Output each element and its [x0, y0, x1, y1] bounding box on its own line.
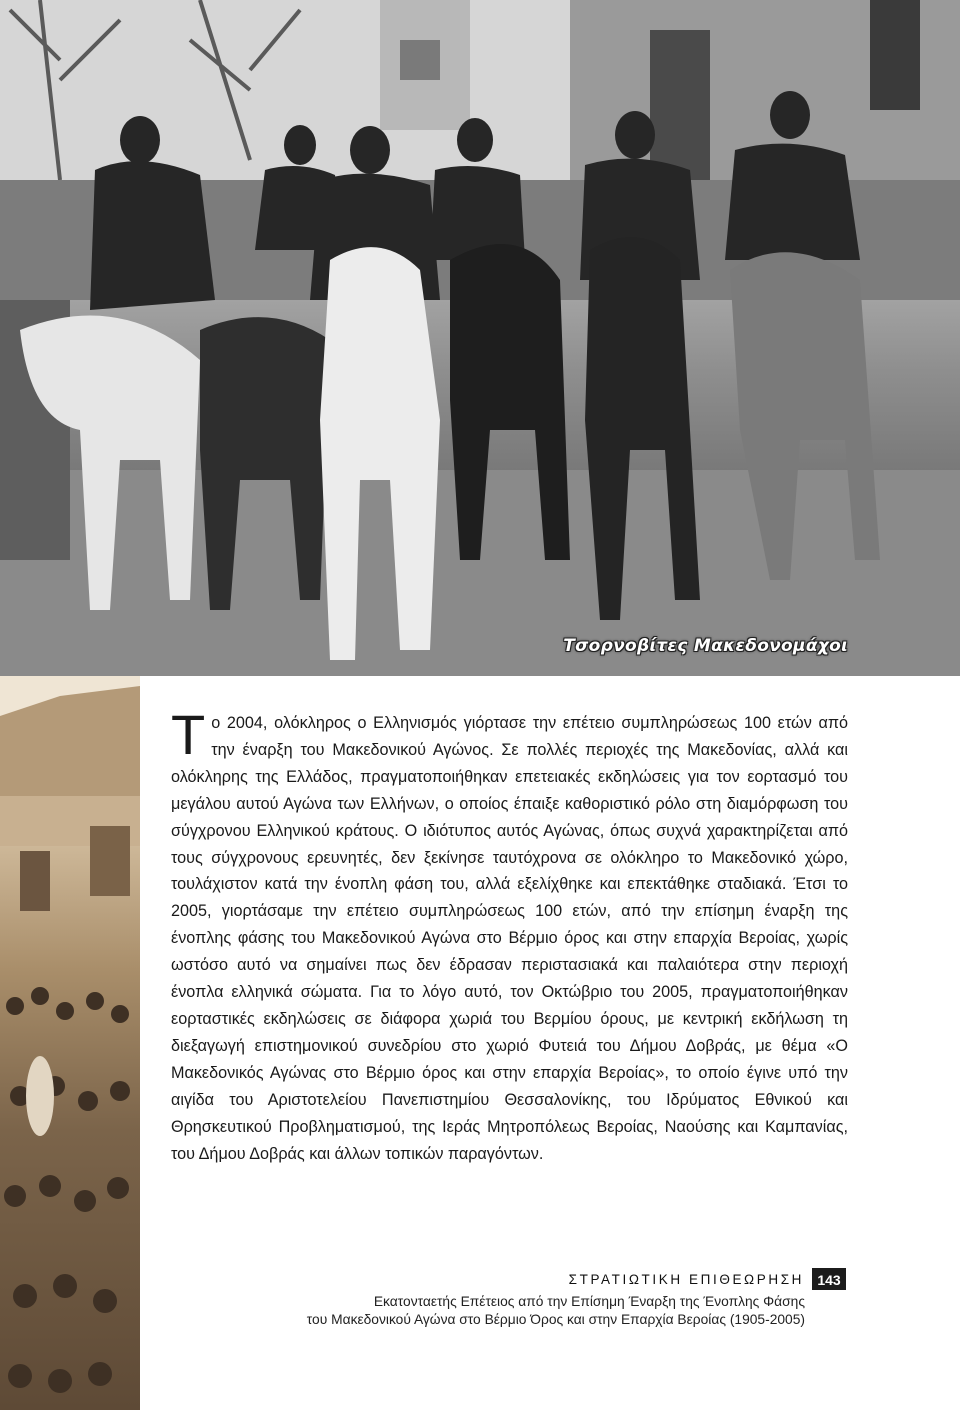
photo-caption: Τσορνοβίτες Μακεδονομάχοι: [563, 636, 848, 656]
footer-subtitle-line-2: του Μακεδονικού Αγώνα στο Βέρμιο Όρος και στην Επαρχία Βεροίας (1905-2005): [306, 1312, 805, 1327]
footer-subtitle-line-1: Εκατονταετής Επέτειος από την Επίσημη Έναρξη της Ένοπλης Φάσης: [373, 1294, 805, 1309]
drop-cap: Τ: [171, 703, 206, 766]
article-body: [171, 703, 848, 1167]
page-number: 143: [812, 1268, 846, 1290]
article-text: ο 2004, ολόκληρος ο Ελληνισμός γιόρτασε την επέτειο συμπληρώσεως 100 ετών από την έναρξη του Μακεδονικού Αγώνος. Σε πολλές περιοχές της Μακεδονίας, αλλά και ολόκληρης της Ελλάδος, πραγματοποιήθηκαν επετειακές εκδηλώσεις για τον εορτασμό του μεγάλου αυτού Αγώνα των Ελλήνων, ο οποίος έπαιξε καθοριστικό ρόλο στη διαμόρφωση του σύγχρονου Ελληνικού κράτους. Ο ιδιότυπος αυτός Αγώνας, όπως συχνά χαρακτηρίζεται από τους σύγχρονους ερευνητές, δεν ξεκίνησε ταυτόχρονα σε ολόκληρο το Μακεδονικό χώρο, τουλάχιστον κατά την ένοπλη φάση του, αλλά εξελίχθηκε και επεκτάθηκε σταδιακά. Έτσι το 2005, γιορτάσαμε την επέτειο συμπληρώσεως 100 ετών, από την επίσημη έναρξη της ένοπλης φάσης του Μακεδονικού Αγώνα στο Βέρμιο όρος και στην επαρχία Βεροίας, χωρίς ωστόσο αυτό να σημαίνει πως δεν έδρασαν περιστασιακά και παλαιότερα στην περιοχή ένοπλα ελληνικά σώματα. Για το λόγο αυτό, τον Οκτώβριο του 2005, πραγματοποιήθηκαν εορταστικές εκδηλώσεις σε διάφορα χωριά του Βερμίου όρους, με κεντρική εκδήλωση τη διεξαγωγή επιστημονικού συνεδρίου στο χωριό Φυτειά του Δήμου Δοβράς, με θέμα «Ο Μακεδονικός Αγώνας στο Βέρμιο όρος και στην επαρχία Βεροίας», το οποίο έγινε υπό την αιγίδα του Αριστοτελείου Πανεπιστημίου Θεσσαλονίκης, του Ιδρύματος Εθνικού και Θρησκευτικού Προβληματισμού, της Ιεράς Μητροπόλεως Βεροίας, Ναούσης και Καμπανίας, του Δήμου Δοβράς και άλλων τοπικών παραγόντων.: [171, 714, 848, 1163]
left-sepia-photograph: [0, 676, 140, 1410]
magazine-title: ΣΤΡΑΤΙΩΤΙΚΗ ΕΠΙΘΕΩΡΗΣΗ: [568, 1272, 804, 1287]
top-photograph: [0, 0, 960, 676]
crowd-illustration: [0, 676, 140, 1410]
photo-illustration: [0, 0, 960, 676]
